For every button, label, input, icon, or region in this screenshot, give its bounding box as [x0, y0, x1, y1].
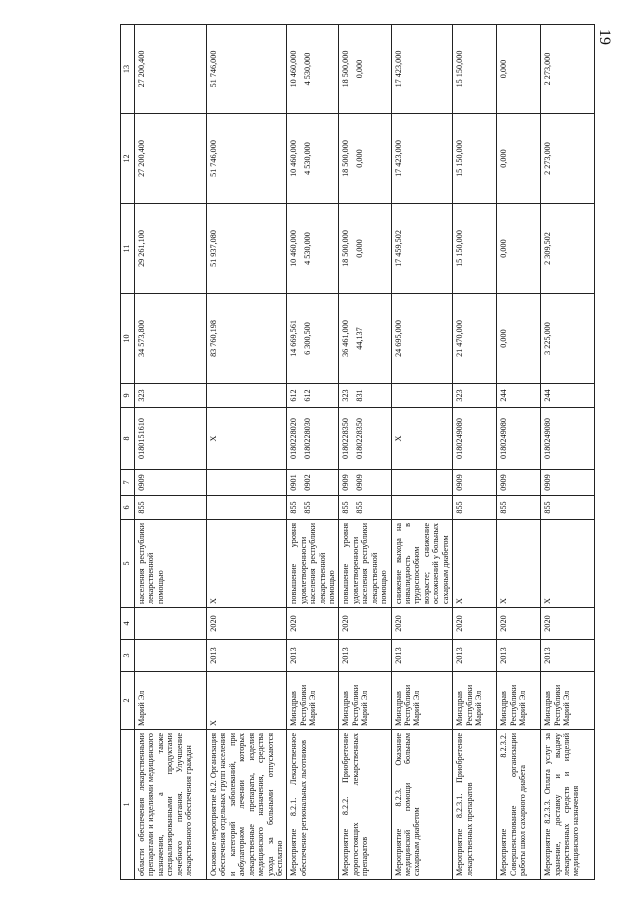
cell-col-7 — [135, 470, 207, 496]
cell-col-2 — [541, 672, 595, 730]
cell-line: 2020 — [209, 615, 218, 632]
cell-line: 0,000 — [499, 149, 509, 168]
cell-line: 51 746,000 — [209, 140, 218, 177]
cell-col-5 — [287, 520, 339, 608]
cell-col-10 — [135, 294, 207, 384]
cell-line: 4 530,000 — [302, 232, 312, 265]
column-header-4: 4 — [121, 608, 135, 640]
cell-col-5 — [453, 520, 497, 608]
cell-col-12 — [391, 114, 453, 204]
cell-col-3 — [339, 640, 391, 672]
table-row — [391, 25, 453, 880]
cell-line: 51 746,000 — [209, 50, 218, 88]
column-header-2: 2 — [121, 672, 135, 730]
cell-line: Минздрав Республики Марий Эл — [499, 684, 527, 726]
cell-line: 83 760,198 — [209, 320, 218, 357]
cell-line: Х — [543, 598, 553, 604]
cell-col-11 — [339, 204, 391, 294]
cell-line: 36 461,000 — [341, 320, 351, 357]
cell-line: 2013 — [341, 647, 351, 664]
cell-line: 2013 — [289, 647, 299, 664]
table-row — [135, 25, 207, 880]
cell-col-11 — [207, 204, 287, 294]
cell-col-12 — [135, 114, 207, 204]
cell-col-4 — [135, 608, 207, 640]
cell-line: Х — [209, 720, 218, 726]
cell-line: 10 460,000 — [289, 50, 299, 88]
cell-line: 0180228350 — [341, 418, 351, 459]
column-header-3: 3 — [121, 640, 135, 672]
cell-col-6 — [287, 496, 339, 520]
cell-col-7 — [391, 470, 453, 496]
cell-line: 0,000 — [499, 239, 509, 258]
cell-col-4 — [287, 608, 339, 640]
cell-line: 323 — [341, 389, 351, 402]
cell-col-7 — [453, 470, 497, 496]
cell-line: 855 — [289, 501, 299, 514]
cell-line: 0180249080 — [543, 418, 553, 459]
cell-col-12 — [497, 114, 541, 204]
cell-col-12 — [287, 114, 339, 204]
cell-col-13 — [497, 25, 541, 114]
cell-line: Минздрав Республики Марий Эл — [341, 684, 370, 726]
cell-col-11 — [497, 204, 541, 294]
cell-col-11 — [391, 204, 453, 294]
cell-line: 34 573,800 — [137, 320, 146, 357]
cell-col-10 — [497, 294, 541, 384]
cell-col-7 — [339, 470, 391, 496]
cell-line: 323 — [455, 389, 465, 402]
cell-col-7 — [207, 470, 287, 496]
cell-line: Мероприятие 8.2.3. Оказание медицинской помощи больным сахарным диабетом — [393, 733, 422, 876]
cell-line: повышение уровня удовлетворенности населения республики лекарственной помощью — [289, 523, 337, 604]
cell-col-11 — [541, 204, 595, 294]
cell-col-10 — [339, 294, 391, 384]
cell-line: Х — [209, 435, 218, 442]
cell-line: 0180151610 — [137, 418, 146, 459]
cell-col-10 — [207, 294, 287, 384]
cell-line: Х — [499, 598, 509, 604]
cell-line: 855 — [543, 501, 553, 514]
cell-col-7 — [541, 470, 595, 496]
cell-col-13 — [207, 25, 287, 114]
cell-col-5 — [207, 520, 287, 608]
cell-col-8 — [453, 408, 497, 470]
cell-col-3 — [207, 640, 287, 672]
cell-line: 15 150,000 — [455, 230, 465, 267]
cell-col-6 — [541, 496, 595, 520]
cell-col-9 — [287, 384, 339, 408]
cell-line: 18 500,000 — [341, 140, 351, 177]
cell-col-7 — [497, 470, 541, 496]
cell-line: 15 150,000 — [455, 140, 465, 177]
cell-col-3 — [391, 640, 453, 672]
cell-line: 2020 — [543, 615, 553, 632]
cell-col-9 — [497, 384, 541, 408]
program-table — [120, 24, 595, 880]
cell-line: 4 530,000 — [302, 52, 312, 86]
cell-col-11 — [453, 204, 497, 294]
cell-line: 612 — [289, 389, 299, 402]
cell-line: 14 669,561 — [289, 320, 299, 357]
cell-col-13 — [541, 25, 595, 114]
table-row — [497, 25, 541, 880]
cell-line: Х — [393, 435, 403, 442]
cell-col-8 — [541, 408, 595, 470]
cell-col-11 — [287, 204, 339, 294]
cell-col-1 — [207, 730, 287, 880]
cell-col-12 — [207, 114, 287, 204]
cell-line: 29 261,100 — [137, 230, 146, 267]
cell-col-1 — [541, 730, 595, 880]
cell-line: 0902 — [302, 474, 312, 491]
cell-col-8 — [339, 408, 391, 470]
cell-col-2 — [453, 672, 497, 730]
cell-line: Минздрав Республики Марий Эл — [289, 684, 318, 726]
header-row — [121, 25, 135, 880]
table-row — [287, 25, 339, 880]
cell-col-6 — [207, 496, 287, 520]
cell-line: 0,000 — [354, 149, 364, 168]
cell-col-6 — [339, 496, 391, 520]
cell-col-4 — [207, 608, 287, 640]
cell-line: повышение уровня удовлетворенности населения республики лекарственной помощью — [341, 523, 389, 604]
cell-col-3 — [135, 640, 207, 672]
cell-col-13 — [135, 25, 207, 114]
cell-line: 0909 — [354, 474, 364, 491]
cell-col-5 — [391, 520, 453, 608]
cell-line: 21 470,000 — [455, 320, 465, 357]
cell-line: Мероприятие 8.2.3.2. Совершенствование организации работы школ сахарного диабета — [499, 733, 527, 876]
cell-col-8 — [287, 408, 339, 470]
cell-col-13 — [391, 25, 453, 114]
column-header-11: 11 — [121, 204, 135, 294]
column-header-6: 6 — [121, 496, 135, 520]
cell-line: 3 225,000 — [543, 322, 553, 355]
cell-line: 244 — [543, 389, 553, 402]
cell-line: 2 273,000 — [543, 52, 553, 86]
cell-line: 855 — [302, 501, 312, 514]
cell-col-1 — [497, 730, 541, 880]
cell-line: Минздрав Республики Марий Эл — [393, 684, 422, 726]
cell-col-4 — [339, 608, 391, 640]
cell-line: 0,000 — [354, 59, 364, 79]
cell-col-7 — [287, 470, 339, 496]
cell-line: 17 459,502 — [393, 230, 403, 267]
cell-col-3 — [453, 640, 497, 672]
cell-line: 10 460,000 — [289, 140, 299, 177]
cell-line: 0909 — [137, 474, 146, 491]
table-body — [135, 25, 595, 880]
cell-line: 2 309,502 — [543, 232, 553, 265]
cell-line: 2013 — [209, 647, 218, 664]
cell-col-9 — [135, 384, 207, 408]
cell-col-9 — [339, 384, 391, 408]
cell-col-3 — [287, 640, 339, 672]
cell-col-9 — [541, 384, 595, 408]
cell-line: 51 937,080 — [209, 230, 218, 267]
cell-col-1 — [135, 730, 207, 880]
cell-col-1 — [453, 730, 497, 880]
cell-line: Х — [209, 598, 218, 604]
cell-line: Минздрав Республики Марий Эл — [455, 684, 483, 726]
table-row — [207, 25, 287, 880]
cell-col-13 — [287, 25, 339, 114]
cell-col-2 — [207, 672, 287, 730]
cell-col-10 — [391, 294, 453, 384]
cell-col-4 — [453, 608, 497, 640]
cell-col-8 — [497, 408, 541, 470]
cell-line: 0180228030 — [302, 418, 312, 459]
cell-col-13 — [339, 25, 391, 114]
cell-line: области обеспечения лекарственными препаратами и изделиями медицинского назначения, а также специализированными продуктами лечебного питания. Улучшение лекарственного обеспечения граждан — [137, 733, 194, 876]
cell-col-9 — [453, 384, 497, 408]
cell-line: 855 — [455, 501, 465, 514]
cell-line: Минздрав Республики Марий Эл — [543, 684, 571, 726]
cell-line: 0909 — [455, 474, 465, 491]
cell-line: 2013 — [393, 647, 403, 664]
cell-line: 15 150,000 — [455, 50, 465, 88]
cell-line: 855 — [499, 501, 509, 514]
cell-col-4 — [391, 608, 453, 640]
cell-line: Мероприятие 8.2.3.1. Приобретение лекарственных препаратов — [455, 733, 474, 876]
cell-col-5 — [497, 520, 541, 608]
cell-line: 24 695,000 — [393, 320, 403, 357]
cell-col-8 — [207, 408, 287, 470]
cell-line: 10 460,000 — [289, 230, 299, 267]
cell-col-5 — [135, 520, 207, 608]
cell-line: 6 300,500 — [302, 322, 312, 355]
cell-line: 244 — [499, 389, 509, 402]
cell-line: Мероприятие 8.2.1. Лекарственное обеспечение региональных льготников — [289, 733, 308, 876]
cell-line: Х — [455, 598, 465, 604]
cell-line: 0180228350 — [354, 418, 364, 459]
cell-line: 0180249080 — [455, 418, 465, 459]
column-header-7: 7 — [121, 470, 135, 496]
cell-line: 0909 — [543, 474, 553, 491]
cell-col-12 — [339, 114, 391, 204]
page-number: 19 — [596, 29, 613, 45]
cell-line: 855 — [354, 501, 364, 514]
cell-line: Мероприятие 8.2.3.3. Оплата услуг за хранение, доставку и выдачу лекарственных средств и изделий медицинского назначения — [543, 733, 581, 876]
cell-line: 17 423,000 — [393, 140, 403, 177]
cell-line: 831 — [354, 389, 364, 402]
cell-line: 323 — [137, 389, 146, 402]
cell-line: 2020 — [455, 615, 465, 632]
cell-line: 0,000 — [354, 239, 364, 258]
cell-col-4 — [541, 608, 595, 640]
cell-line: 855 — [137, 501, 146, 514]
cell-line: Марий Эл — [137, 690, 146, 726]
cell-line: снижение выхода на инвалидность в трудоспособном возрасте; снижение осложнений у больных сахарным диабетом — [393, 523, 450, 604]
cell-col-11 — [135, 204, 207, 294]
column-header-10: 10 — [121, 294, 135, 384]
cell-line: 2020 — [289, 615, 299, 632]
cell-col-3 — [541, 640, 595, 672]
cell-line: 2020 — [341, 615, 351, 632]
cell-line: 4 530,000 — [302, 142, 312, 175]
cell-line: 0,000 — [499, 329, 509, 348]
cell-col-9 — [391, 384, 453, 408]
cell-col-10 — [287, 294, 339, 384]
cell-line: 18 500,000 — [341, 50, 351, 88]
cell-col-2 — [135, 672, 207, 730]
cell-col-6 — [453, 496, 497, 520]
table-row — [339, 25, 391, 880]
cell-col-1 — [287, 730, 339, 880]
cell-col-5 — [541, 520, 595, 608]
cell-col-4 — [497, 608, 541, 640]
column-header-13: 13 — [121, 25, 135, 114]
cell-line: 2013 — [543, 647, 553, 664]
cell-col-10 — [453, 294, 497, 384]
cell-col-5 — [339, 520, 391, 608]
cell-line: 0180249080 — [499, 418, 509, 459]
cell-col-2 — [391, 672, 453, 730]
column-header-8: 8 — [121, 408, 135, 470]
cell-col-1 — [339, 730, 391, 880]
cell-line: 18 500,000 — [341, 230, 351, 267]
cell-line: 44,137 — [354, 327, 364, 350]
column-header-5: 5 — [121, 520, 135, 608]
cell-col-2 — [287, 672, 339, 730]
cell-col-1 — [391, 730, 453, 880]
cell-col-9 — [207, 384, 287, 408]
cell-col-6 — [135, 496, 207, 520]
cell-line: 2013 — [499, 647, 509, 664]
cell-line: Основное мероприятие 8.2. Организация обеспечения отдельных групп населения и категорий заболеваний, при амбулаторном лечении которых лекарственные препараты, изделия медицинского назначения, средства ухода за больными отпускаются бесплатно — [209, 733, 284, 876]
cell-line: 0180228020 — [289, 418, 299, 459]
cell-line: 2020 — [393, 615, 403, 632]
cell-col-12 — [453, 114, 497, 204]
rotated-table-container — [120, 25, 620, 880]
cell-line: 2 273,000 — [543, 142, 553, 175]
cell-line: 2013 — [455, 647, 465, 664]
cell-col-2 — [339, 672, 391, 730]
cell-line: 0901 — [289, 474, 299, 491]
table-row — [453, 25, 497, 880]
cell-line: Мероприятие 8.2.2. Приобретение дорогостоящих лекарственных препаратов — [341, 733, 370, 876]
cell-col-8 — [135, 408, 207, 470]
cell-line: 27 200,400 — [137, 50, 146, 88]
column-header-12: 12 — [121, 114, 135, 204]
cell-line: 0,000 — [499, 59, 509, 79]
column-header-9: 9 — [121, 384, 135, 408]
cell-col-10 — [541, 294, 595, 384]
cell-line: 27 200,400 — [137, 140, 146, 177]
cell-line: 0909 — [341, 474, 351, 491]
cell-col-2 — [497, 672, 541, 730]
cell-line: 0909 — [499, 474, 509, 491]
cell-col-3 — [497, 640, 541, 672]
cell-col-13 — [453, 25, 497, 114]
cell-line: 17 423,000 — [393, 50, 403, 88]
table-row — [541, 25, 595, 880]
cell-line: 855 — [341, 501, 351, 514]
cell-col-8 — [391, 408, 453, 470]
cell-col-12 — [541, 114, 595, 204]
cell-line: 2020 — [499, 615, 509, 632]
cell-line: населения республики лекарственной помощью — [137, 523, 165, 604]
cell-col-6 — [497, 496, 541, 520]
column-header-1: 1 — [121, 730, 135, 880]
cell-line: 612 — [302, 389, 312, 402]
cell-col-6 — [391, 496, 453, 520]
